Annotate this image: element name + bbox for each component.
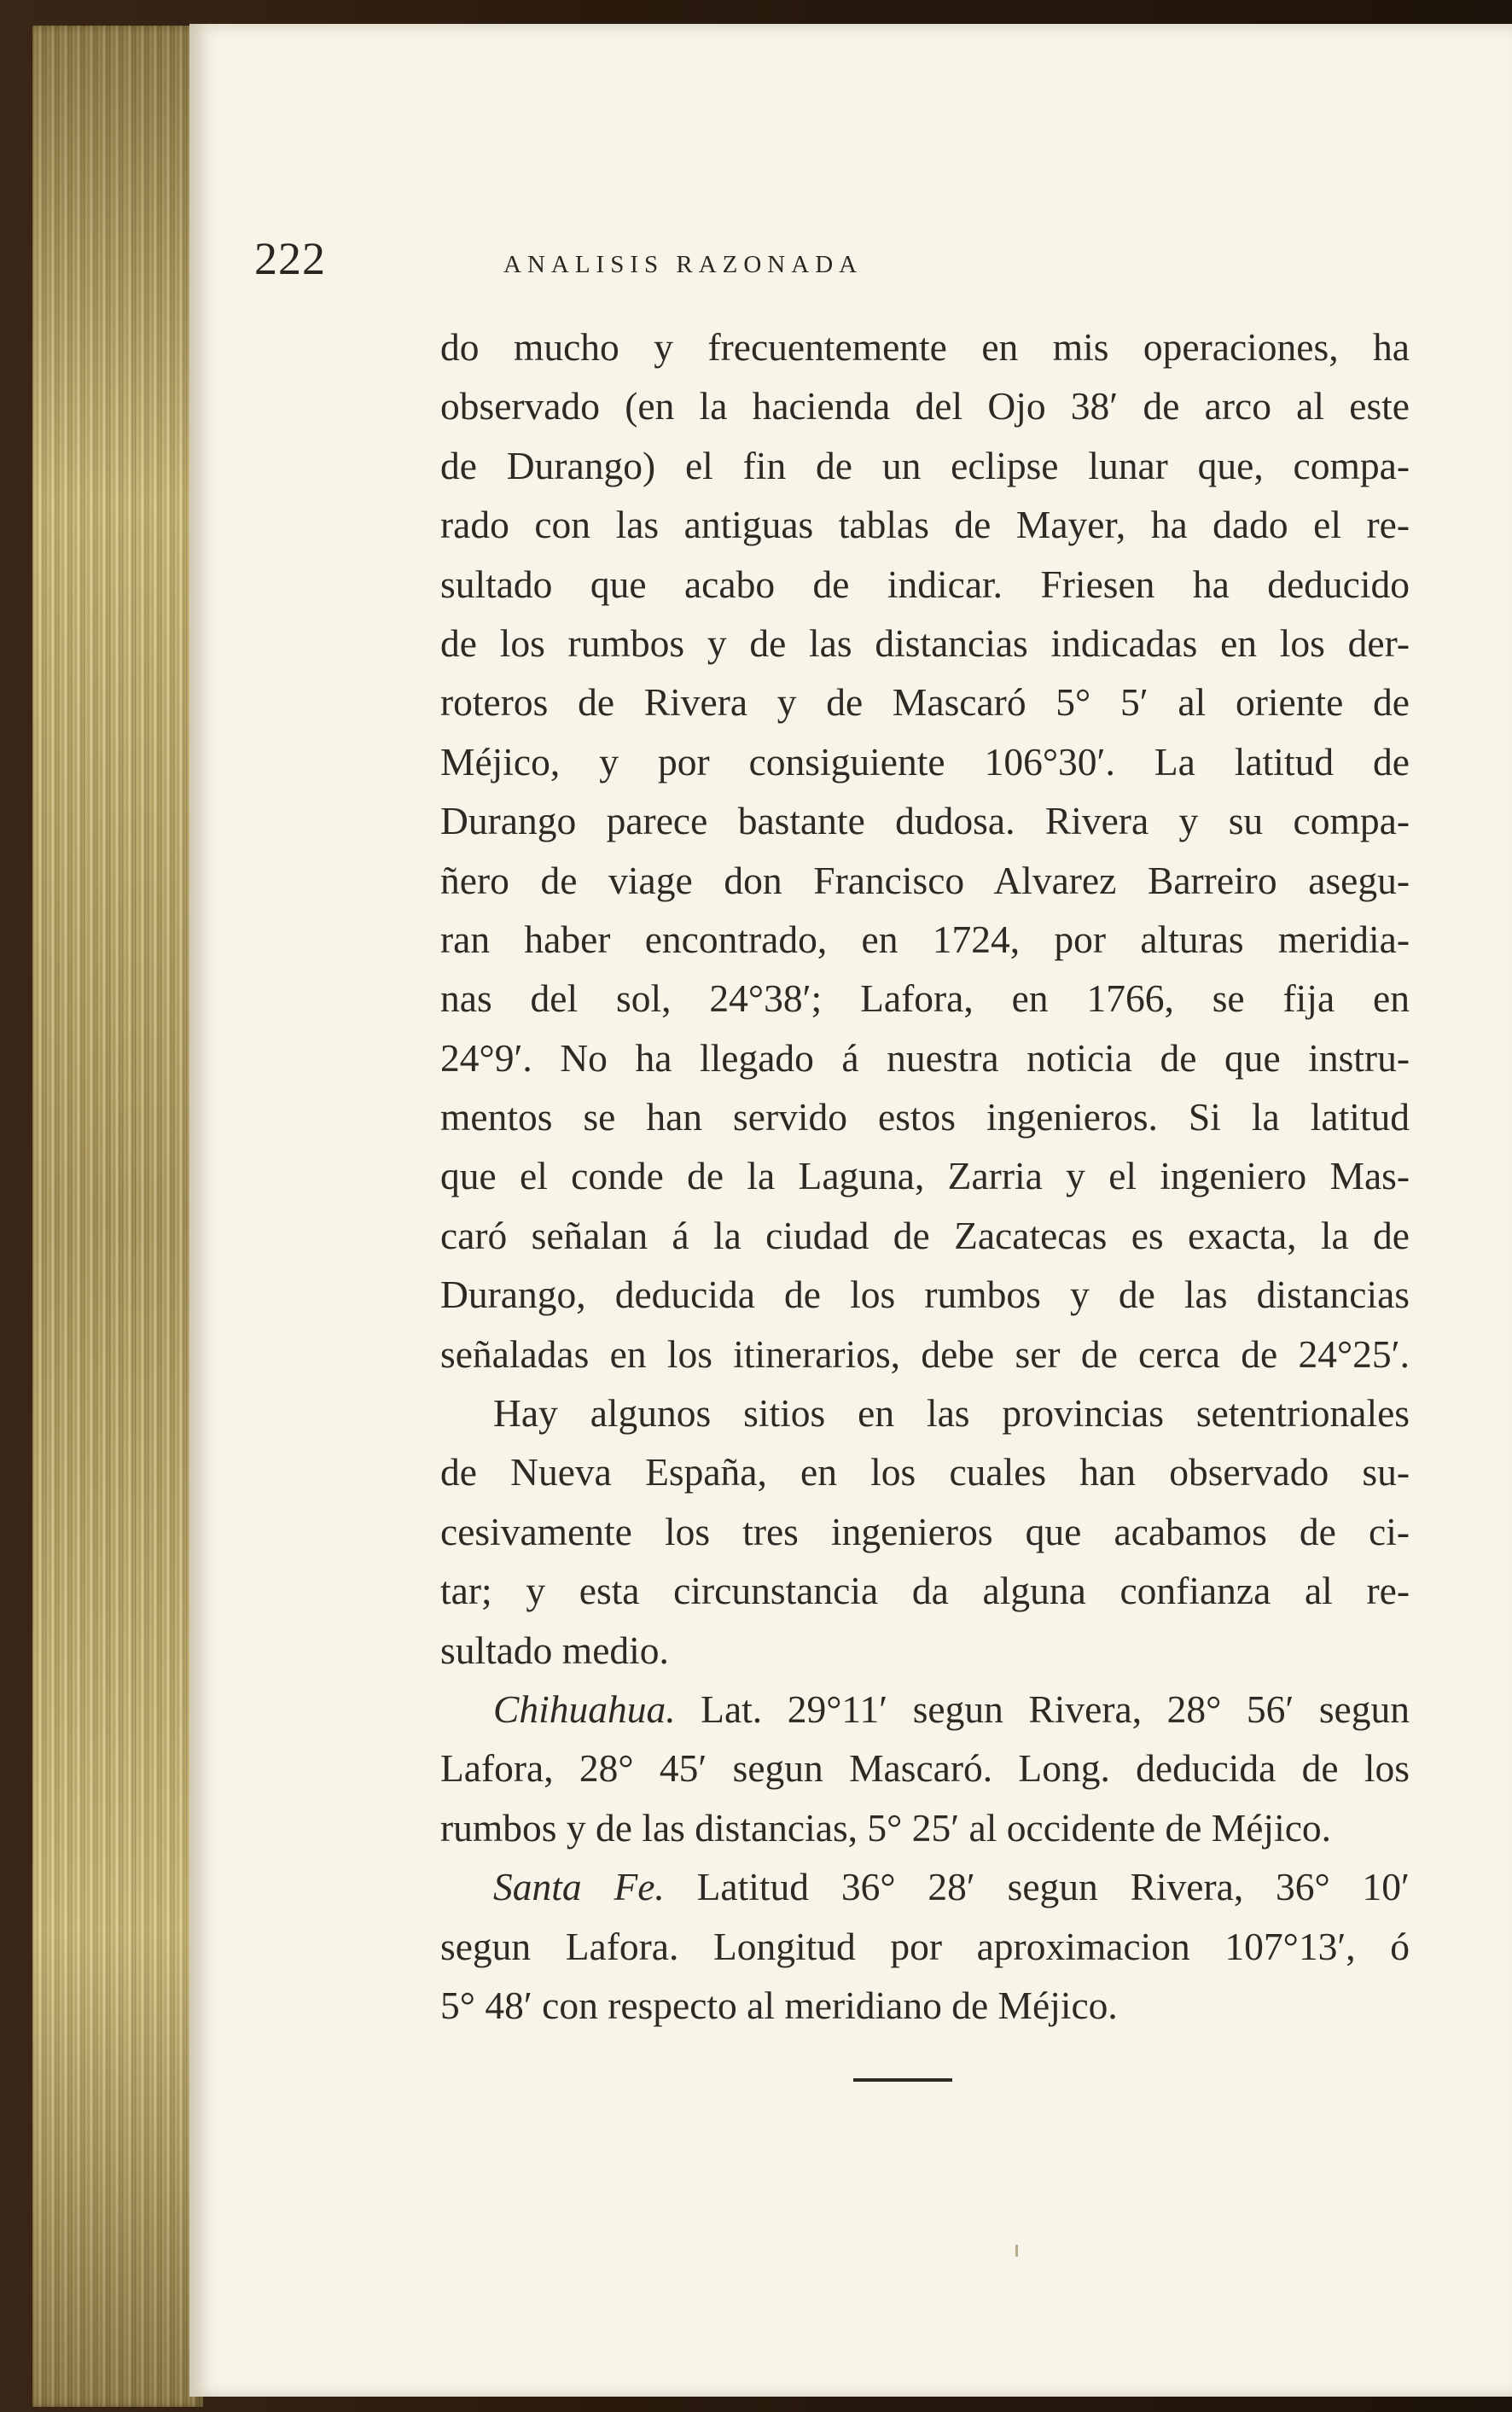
text-line: Méjico, y por consiguiente 106°30′. La latitud de: [440, 739, 1410, 784]
text-line: Durango parece bastante dudosa. Rivera y su compa-: [440, 799, 1410, 843]
text-line: Hay algunos sitios en las provincias setentrionales: [493, 1391, 1410, 1436]
text-line: de los rumbos y de las distancias indicadas en los der-: [440, 620, 1410, 665]
text-line: ran haber encontrado, en 1724, por alturas meridia-: [440, 917, 1410, 961]
text-line: rumbos y de las distancias, 5° 25′ al occidente de Méjico.: [440, 1805, 1332, 1850]
gilt-edge-shading: [32, 26, 203, 2407]
paper-mark: [1015, 2245, 1018, 2257]
entry-text: Lat. 29°11′ segun Rivera, 28° 56′ segun: [701, 1687, 1410, 1731]
text-line: de Nueva España, en los cuales han observado su-: [440, 1450, 1410, 1494]
text-line: sultado que acabo de indicar. Friesen ha deducido: [440, 562, 1410, 606]
text-line: cesivamente los tres ingenieros que acabamos de ci-: [440, 1509, 1410, 1553]
entry-santa-fe-line: [440, 1857, 1410, 1916]
running-head: ANALISIS RAZONADA: [503, 251, 864, 278]
section-end-rule: [853, 2078, 952, 2082]
text-line: de Durango) el fin de un eclipse lunar que, compa-: [440, 443, 1410, 487]
text-line: rado con las antiguas tablas de Mayer, ha dado el re-: [440, 503, 1410, 547]
text-line: nas del sol, 24°38′; Lafora, en 1766, se fija en: [440, 976, 1410, 1021]
entry-chihuahua-line: [440, 1680, 1410, 1739]
text-line: ñero de viage don Francisco Alvarez Barreiro asegu-: [440, 858, 1410, 902]
text-line: sultado medio.: [440, 1628, 669, 1672]
text-line: Durango, deducida de los rumbos y de las distancias: [440, 1273, 1410, 1317]
text-line: mentos se han servido estos ingenieros. Si la latitud: [440, 1095, 1410, 1139]
text-line: 5° 48′ con respecto al meridiano de Méjico.: [440, 1983, 1118, 2027]
text-line: roteros de Rivera y de Mascaró 5° 5′ al oriente de: [440, 680, 1410, 725]
text-line: observado (en la hacienda del Ojo 38′ de arco al este: [440, 384, 1410, 428]
text-line: 24°9′. No ha llegado á nuestra noticia de que instru-: [440, 1035, 1410, 1080]
entry-text: Latitud 36° 28′ segun Rivera, 36° 10′: [696, 1865, 1410, 1909]
place-name-chihuahua: Chihuahua.: [493, 1687, 676, 1731]
text-line: señaladas en los itinerarios, debe ser de cerca de 24°25′.: [440, 1331, 1410, 1376]
place-name-santa-fe: Santa Fe.: [493, 1865, 665, 1909]
text-line: do mucho y frecuentemente en mis operaciones, ha: [440, 325, 1410, 369]
text-line: Lafora, 28° 45′ segun Mascaró. Long. deducida de los: [440, 1746, 1410, 1791]
page-header: [254, 232, 1236, 292]
text-line: caró señalan á la ciudad de Zacatecas es exacta, la de: [440, 1213, 1410, 1257]
text-line: segun Lafora. Longitud por aproximacion 107°13′, ó: [440, 1924, 1410, 1968]
text-line: que el conde de la Laguna, Zarria y el ingeniero Mas-: [440, 1154, 1410, 1198]
text-line: tar; y esta circunstancia da alguna confianza al re-: [440, 1569, 1410, 1613]
body-text: [440, 318, 1410, 2035]
page-number: 222: [254, 233, 326, 284]
